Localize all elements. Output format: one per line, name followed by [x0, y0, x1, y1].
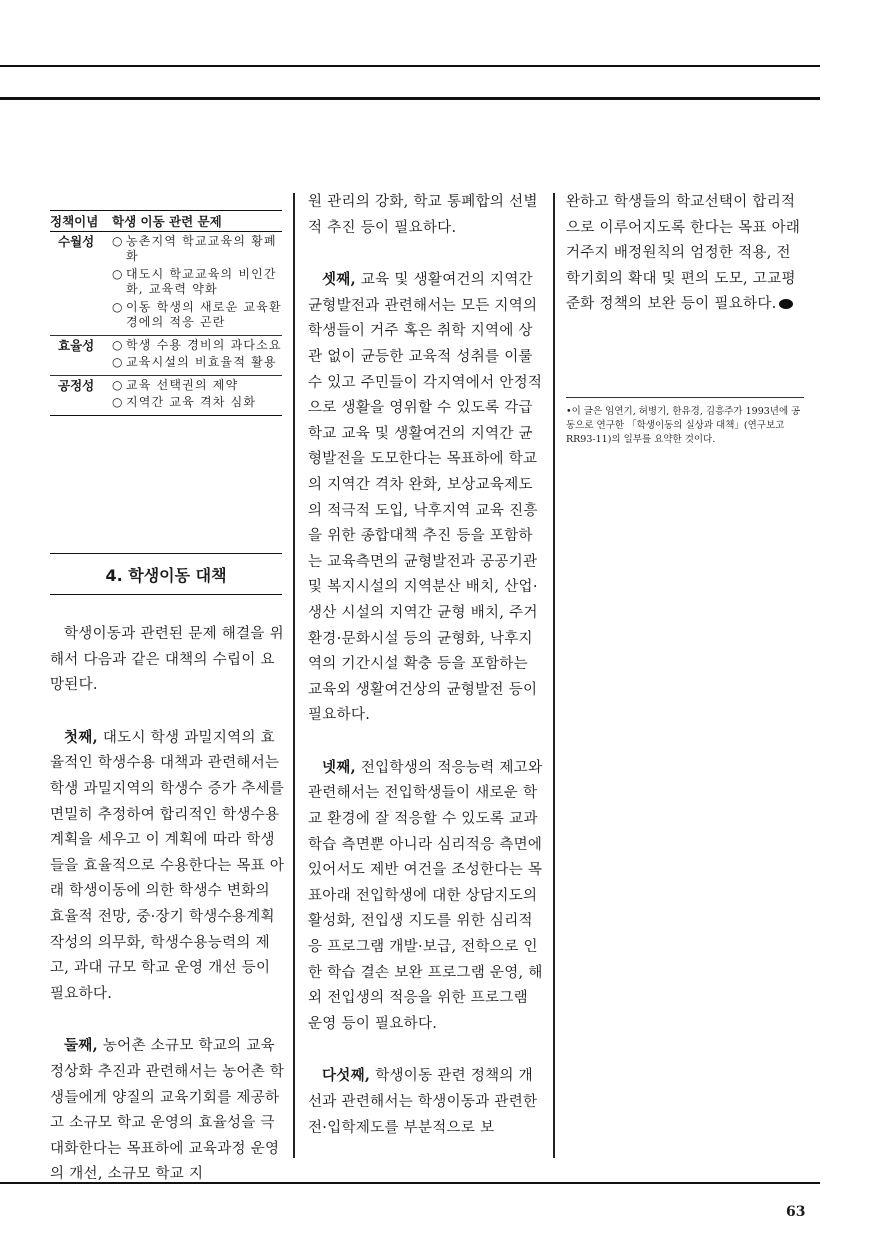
- table-row-item: ○ 교육시설의 비효율적 활용: [112, 355, 277, 369]
- footnote-divider: [566, 397, 804, 398]
- bullet-icon: ○: [112, 266, 123, 281]
- paragraph-second-cont: 원 관리의 강화, 학교 통폐합의 선별적 추진 등이 필요하다.: [308, 194, 538, 236]
- section-title: 4. 학생이동 대책: [50, 553, 282, 595]
- table-row: [50, 336, 282, 376]
- table-row-item: ○ 이동 학생의 새로운 교육환경에의 적응 곤란: [112, 299, 282, 329]
- policy-issues-table: [50, 210, 282, 416]
- paragraph-fifth: 다섯째, 학생이동 관련 정책의 개선과 관련해서는 학생이동과 관련한 전·입학제도를 부분적으로 보: [308, 1067, 538, 1136]
- table-header-issues: 학생 이동 관련 문제: [112, 214, 222, 229]
- bullet-icon: ○: [112, 395, 123, 409]
- footnote: •이 글은 임연기, 허병기, 한유경, 김흥주가 1993년에 공동으로 연구한 「학생이동의 실상과 대책」(연구보고 RR93-11)의 일부를 요약한 것이다.: [566, 405, 804, 447]
- table-row-category: 공정성: [58, 377, 95, 393]
- paragraph-first: 첫째, 대도시 학생 과밀지역의 효율적인 학생수용 대책과 관련해서는 학생 과밀지역의 학생수 증가 추세를 면밀히 추정하여 합리적인 학생수용계획을 세우고 이 계획에 따라 학생들을 효율적으로 수용한다는 목표 아래 학생이동에 의한 학생수 변화의 효율적 전망, 중·장기 학생수용계획 작성의 의무화, 학생수용능력의 제고, 과대 규모 학교 운영 개선 등이 필요하다.: [50, 728, 285, 1002]
- table-row-item: ○ 대도시 학교교육의 비인간화, 교육력 약화: [112, 266, 277, 296]
- table-row: [50, 232, 282, 336]
- top-rule-thin: [0, 65, 820, 67]
- bullet-icon: ○: [112, 233, 123, 248]
- bottom-rule: [0, 1182, 820, 1184]
- paragraph-fifth-cont: 완하고 학생들의 학교선택이 합리적으로 이루어지도록 한다는 목표 아래 거주지 배정원칙의 엄정한 적용, 전학기회의 확대 및 편의 도모, 고교평준화 정책의 보완 등이 필요하다.: [566, 194, 801, 313]
- table-header: [50, 210, 282, 232]
- bullet-icon: ○: [112, 337, 123, 352]
- column-divider-2: [553, 193, 555, 1158]
- column-divider-1: [293, 193, 295, 1158]
- table-row-category: 효율성: [58, 337, 95, 353]
- paragraph-second: 둘째, 농어촌 소규모 학교의 교육정상화 추진과 관련해서는 농어촌 학생들에게 양질의 교육기회를 제공하고 소규모 학교 운영의 효율성을 극대화한다는 목표하에 교육과정 운영의 개선, 소규모 학교 지: [50, 1037, 285, 1183]
- table-row: [50, 376, 282, 416]
- bullet-icon: ○: [112, 299, 123, 314]
- table-row-item: ○ 학생 수용 경비의 과다소요: [112, 337, 282, 352]
- table-row-category: 수월성: [58, 233, 95, 249]
- top-rule-thick: [0, 97, 820, 100]
- paragraph-fourth: 넷째, 전입학생의 적응능력 제고와 관련해서는 전입학생들이 새로운 학교 환경에 잘 적응할 수 있도록 교과학습 측면뿐 아니라 심리적응 측면에 있어서도 제반 여건을 조성한다는 목표아래 전입학생에 대한 상담지도의 활성화, 전입생 지도를 위한 심리적응 프로그램 개발·보급, 전학으로 인한 학습 결손 보완 프로그램 운영, 해외 전입생의 적응을 위한 프로그램 운영 등이 필요하다.: [308, 758, 543, 1032]
- bullet-icon: ○: [112, 355, 123, 369]
- table-row-item: ○ 농촌지역 학교교육의 황폐화: [112, 233, 277, 263]
- end-mark-icon: [779, 299, 793, 309]
- table-header-policy: 정책이념: [50, 214, 99, 229]
- intro-paragraph: 학생이동과 관련된 문제 해결을 위해서 다음과 같은 대책의 수립이 요망된다.: [50, 626, 284, 694]
- column-1-text: [50, 622, 286, 1188]
- paragraph-third: 셋째, 교육 및 생활여건의 지역간 균형발전과 관련해서는 모든 지역의 학생들이 거주 혹은 취학 지역에 상관 없이 균등한 교육적 성취를 이룰 수 있고 주민들이 각지역에서 안정적으로 생활을 영위할 수 있도록 각급학교 교육 및 생활여건의 지역간 균형발전을 도모한다는 목표하에 학교의 지역간 격차 완화, 보상교육제도의 적극적 도입, 낙후지역 교육 진흥을 위한 종합대책 추진 등을 포함하는 교육측면의 균형발전과 공공기관 및 복지시설의 지역분산 배치, 산업·생산 시설의 지역간 균형 배치, 주거환경·문화시설 등의 균형화, 낙후지역의 기간시설 확충 등을 포함하는 교육외 생활여건상의 균형발전 등이 필요하다.: [308, 271, 543, 724]
- column-3-text: [566, 190, 804, 318]
- table-row-item: ○ 교육 선택권의 제약: [112, 377, 239, 392]
- bullet-icon: ○: [112, 377, 123, 392]
- table-row-item: ○ 지역간 교육 격차 심화: [112, 395, 257, 409]
- column-2-text: [308, 190, 546, 1141]
- page-number: 63: [786, 1204, 806, 1220]
